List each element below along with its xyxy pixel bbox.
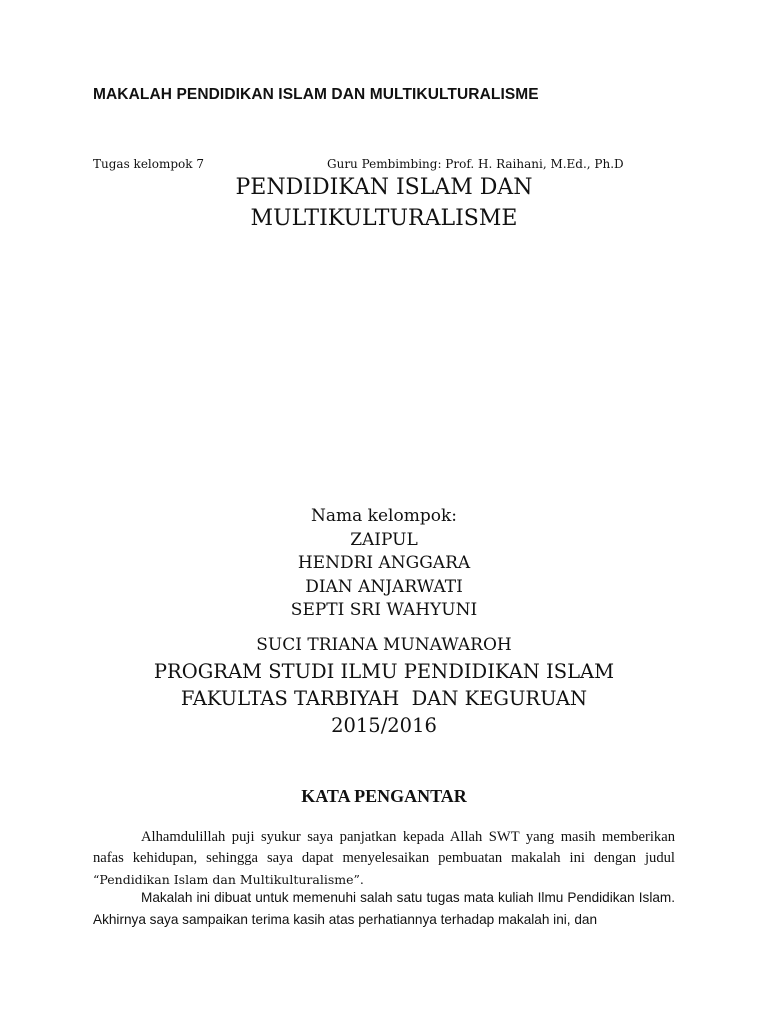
main-title-line-2: MULTIKULTURALISME (250, 206, 518, 231)
group-member: HENDRI ANGGARA (297, 553, 471, 573)
assignment-label: Tugas kelompok 7 (93, 157, 204, 171)
main-title-line-1: PENDIDIKAN ISLAM DAN (235, 175, 533, 200)
main-title (0, 172, 768, 234)
group-member: ZAIPUL (350, 529, 418, 550)
study-program: PROGRAM STUDI ILMU PENDIDIKAN ISLAM (153, 660, 615, 683)
document-header-title: MAKALAH PENDIDIKAN ISLAM DAN MULTIKULTURALISME (93, 86, 539, 103)
foreword-paragraph-1-text: Alhamdulillah puji syukur saya panjatkan kepada Allah SWT yang masih memberikan nafas kehidupan, sehingga saya dapat menyelesaikan pembuatan makalah ini dengan judul (93, 829, 675, 866)
supervisor-label: Guru Pembimbing: Prof. H. Raihani, M.Ed., Ph.D (327, 157, 624, 171)
group-member: DIAN ANJARWATI (305, 576, 463, 597)
group-members-block (0, 505, 768, 623)
group-member-last: SUCI TRIANA MUNAWAROH (256, 635, 512, 655)
group-label: Nama kelompok: (311, 506, 457, 526)
academic-year: 2015/2016 (331, 714, 437, 737)
foreword-paragraph-2: Makalah ini dibuat untuk memenuhi salah satu tugas mata kuliah Ilmu Pendidikan Islam. Akhirnya saya sampaikan terima kasih atas perhatiannya terhadap makalah ini, dan (93, 890, 675, 927)
group-member: SEPTI SRI WAHYUNI (290, 600, 478, 620)
foreword-heading: KATA PENGANTAR (301, 786, 467, 806)
foreword-paragraph-1 (93, 827, 675, 891)
faculty: FAKULTAS TARBIYAH DAN KEGURUAN (180, 687, 588, 710)
foreword-paragraph-1-quote: “Pendidikan Islam dan Multikulturalisme”. (93, 872, 364, 887)
program-block (0, 658, 768, 739)
